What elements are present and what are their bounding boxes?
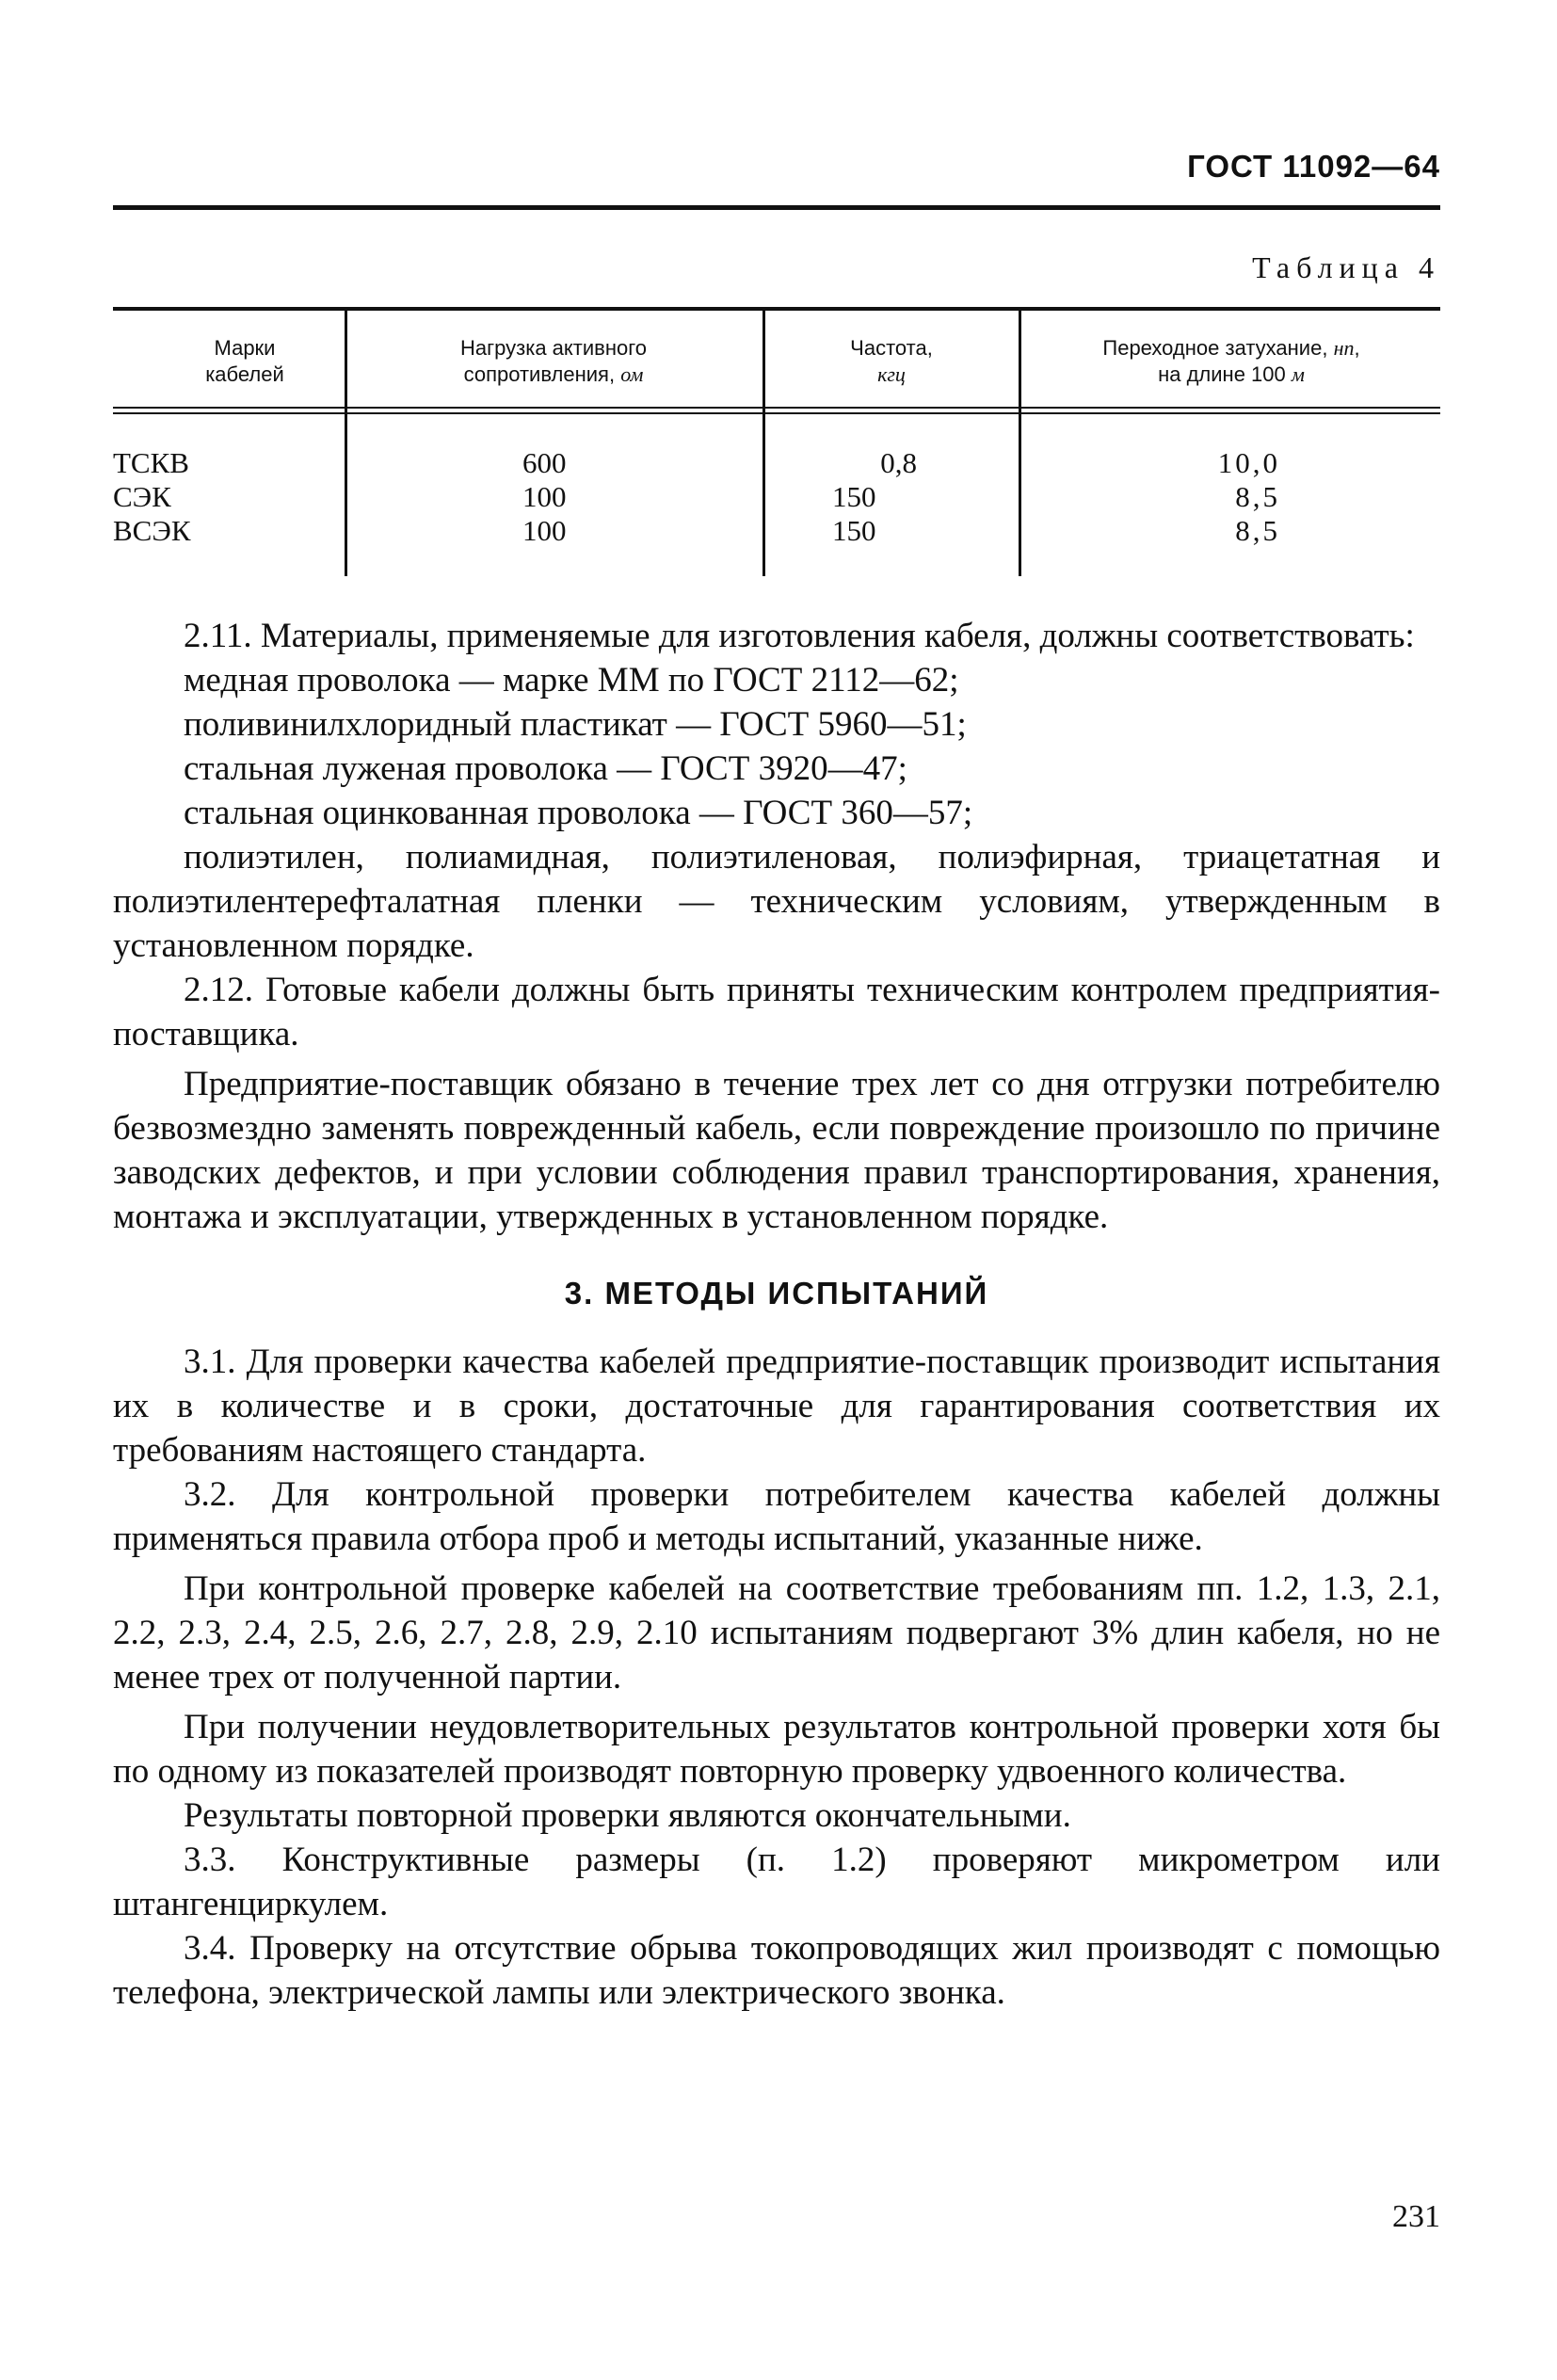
column-frequency: [832, 446, 917, 548]
paragraph-3-1: 3.1. Для проверки качества кабелей предприятие-поставщик производит испытания их в количестве и в сроки, достаточные для гарантирования соответствия их требованиям настоящего стандарта.: [113, 1343, 1440, 1470]
header-cell-mark: [151, 335, 339, 388]
header-text: на длине 100: [1158, 362, 1292, 386]
paragraph-2-12-b: Предприятие-поставщик обязано в течение трех лет со дня отгрузки потребителю безвозмездно заменять поврежденный кабель, если повреждение произошло по причине заводских дефектов, и при условии соблюдения правил транспортирования, хранения, монтажа и эксплуатации, утвержденных в установленном порядке.: [113, 1065, 1440, 1236]
cell-mark: ТСКВ: [113, 446, 189, 479]
header-cell-attenuation: [1022, 335, 1440, 388]
list-item: стальная оцинкованная проволока — ГОСТ 360—57;: [184, 794, 973, 832]
header-line: [766, 362, 1017, 388]
cell-attenuation: 10,0: [1217, 446, 1280, 479]
column-divider: [1019, 311, 1021, 576]
header-text: ,: [1354, 336, 1360, 360]
section-heading: 3. МЕТОДЫ ИСПЫТАНИЙ: [564, 1276, 989, 1311]
header-unit: ом: [620, 362, 644, 386]
header-line: Нагрузка активного: [460, 336, 647, 360]
cell-frequency: 0,8: [880, 446, 917, 479]
table-title: Таблица 4: [1252, 250, 1440, 284]
header-line: [348, 362, 759, 388]
paragraph-3-2-c: При получении неудовлетворительных результатов контрольной проверки хотя бы по одному из показателей производят повторную проверку удвоенного количества.: [113, 1708, 1440, 1791]
cell-frequency: 150: [832, 514, 876, 547]
column-divider: [762, 311, 765, 576]
paragraph-2-12: 2.12. Готовые кабели должны быть приняты техническим контролем предприятия-поставщика.: [113, 971, 1440, 1053]
cell-load: 100: [522, 514, 567, 547]
list-item: поливинилхлоридный пластикат — ГОСТ 5960—51;: [184, 705, 967, 744]
paragraph-3-4: 3.4. Проверку на отсутствие обрыва токопроводящих жил производят с помощью телефона, электрической лампы или электрического звонка.: [113, 1929, 1440, 2012]
header-line: Частота,: [850, 336, 933, 360]
paragraph-3-2-d: Результаты повторной проверки являются окончательными.: [184, 1796, 1071, 1835]
cell-frequency: 150: [832, 480, 876, 513]
header-line: кабелей: [205, 362, 284, 386]
list-item: полиэтилен, полиамидная, полиэтиленовая, полиэфирная, триацетатная и полиэтилентерефталатная пленки — техническим условиям, утвержденным в установленном порядке.: [113, 838, 1440, 965]
header-cell-frequency: [766, 335, 1017, 388]
column-load: [522, 446, 617, 548]
paragraph-3-3: 3.3. Конструктивные размеры (п. 1.2) проверяют микрометром или штангенциркулем.: [113, 1841, 1440, 1923]
header-unit: м: [1291, 362, 1305, 386]
header-cell-load: [348, 335, 759, 388]
paragraph-2-11: 2.11. Материалы, применяемые для изготовления кабеля, должны соответствовать:: [184, 617, 1415, 655]
cell-load: 600: [522, 446, 567, 479]
page-number: 231: [1392, 2199, 1440, 2234]
cell-mark: СЭК: [113, 480, 171, 513]
document-code: ГОСТ 11092—64: [1187, 149, 1440, 184]
paragraph-3-2: 3.2. Для контрольной проверки потребителем качества кабелей должны применяться правила отбора проб и методы испытаний, указанные ниже.: [113, 1475, 1440, 1558]
table-top-rule: [113, 307, 1440, 311]
header-unit: кгц: [877, 362, 906, 386]
header-line: Марки: [214, 336, 276, 360]
list-item: стальная луженая проволока — ГОСТ 3920—47;: [184, 749, 907, 788]
cell-attenuation: 8,5: [1235, 514, 1280, 547]
header-unit: нп: [1333, 336, 1355, 360]
header-rule: [113, 205, 1440, 210]
header-line: [1022, 335, 1440, 362]
column-marks: [113, 446, 301, 548]
cell-attenuation: 8,5: [1235, 480, 1280, 513]
cell-mark: ВСЭК: [113, 514, 191, 547]
column-attenuation: [1186, 446, 1280, 548]
header-text: сопротивления,: [463, 362, 621, 386]
list-item: медная проволока — марке ММ по ГОСТ 2112—62;: [184, 661, 959, 700]
cell-load: 100: [522, 480, 567, 513]
paragraph-3-2-b: При контрольной проверке кабелей на соответствие требованиям пп. 1.2, 1.3, 2.1, 2.2, 2.3, 2.4, 2.5, 2.6, 2.7, 2.8, 2.9, 2.10 испытаниям подвергают 3% длин кабеля, но не менее трех от полученной партии.: [113, 1569, 1440, 1697]
header-line: [1022, 362, 1440, 388]
table-header-rule: [113, 407, 1440, 414]
body-text: [113, 614, 1440, 2015]
header-text: Переходное затухание,: [1102, 336, 1334, 360]
column-divider: [345, 311, 347, 576]
